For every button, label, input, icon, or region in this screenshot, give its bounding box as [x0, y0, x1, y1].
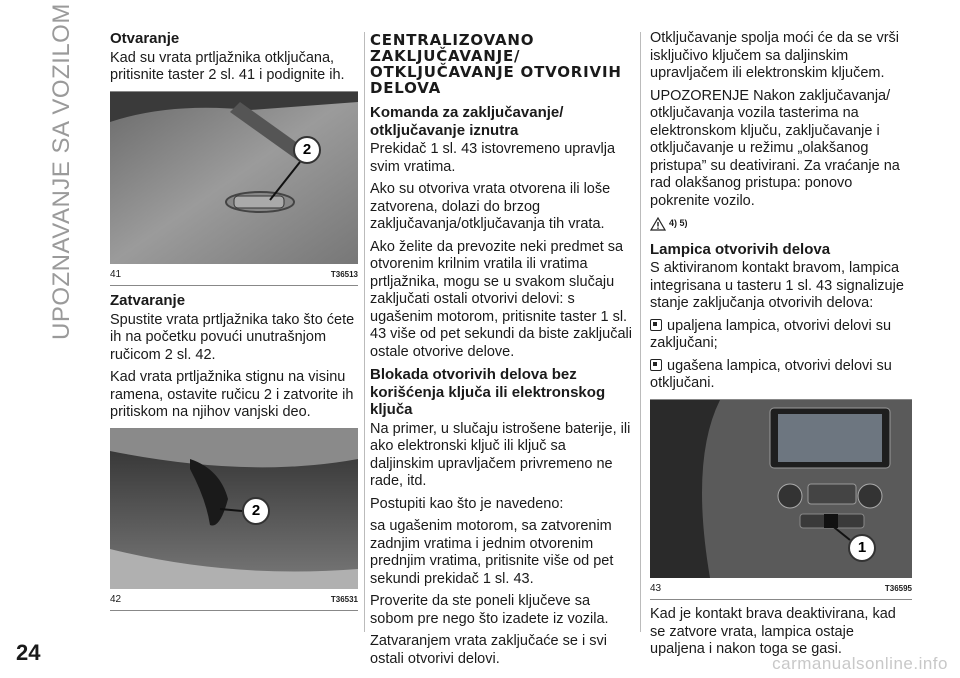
warning-triangle-icon [650, 217, 666, 231]
chapter-title: UPOZNAVANJE SA VOZILOM [48, 3, 75, 340]
column-2 [370, 30, 632, 673]
sub1-text-1: Prekidač 1 sl. 43 istovremeno upravlja svim vratima. [370, 141, 616, 175]
column-divider-1 [364, 32, 365, 632]
column-divider-2 [640, 32, 641, 632]
checkbox-bullet-icon [650, 319, 662, 331]
lamp-heading: Lampica otvorivih delova [650, 240, 831, 258]
otvaranje-text: Kad su vrata prtljažnika otključana, pritisnite taster 2 sl. 41 i podignite ih. [110, 49, 345, 83]
otvaranje-heading: Otvaranje [110, 30, 180, 47]
col3-text-last: Kad je kontakt brava deaktivirana, kad se zatvore vrata, lampica ostaje upaljena i nakon toga se gasi. [650, 606, 896, 657]
warning-refs: 4) 5) [669, 218, 688, 228]
col3-text-1: Otključavanje spolja moći će da se vrši isključivo ključem sa daljinskim upravljačem ili elektronskim ključem. [650, 30, 900, 81]
sub2-text-5: Zatvaranjem vrata zaključaće se i svi ostali otvorivi delovi. [370, 633, 607, 667]
section-title: CENTRALIZOVANO ZAKLJUČAVANJE/ OTKLJUČAVANJE OTVORIVIH DELOVA [370, 31, 622, 97]
callout-2-fig41: 2 [293, 136, 321, 164]
lamp-bullet-2 [650, 358, 912, 393]
sub1-heading: Komanda za zaključavanje/ otključavanje iznutra [370, 104, 564, 139]
lamp-bullet-1 [650, 318, 912, 353]
sub2-heading: Blokada otvorivih delova bez korišćenja ključa ili elektronskog ključa [370, 366, 606, 418]
warning-reference [650, 215, 912, 233]
figure-42-caption [110, 589, 358, 611]
lamp-bullet-1-text: upaljena lampica, otvorivi delovi su zaključani; [650, 317, 892, 351]
sub1-text-3: Ako želite da prevozite neki predmet sa otvorenim krilnim vratila ili vratima prtljažnika, mogu se u svakom slučaju zaključati ostali otvorivi delovi: s ugašenim motorom, pritisnite taster 1 sl. 43 više od pet sekundi da biste zaključali ostale otvorive delove. [370, 238, 632, 360]
callout-1-fig43: 1 [848, 534, 876, 562]
sub2-text-2: Postupiti kao što je navedeno: [370, 495, 564, 512]
lamp-bullet-2-text: ugašena lampica, otvorivi delovi su otključani. [650, 357, 892, 391]
watermark: carmanualsonline.info [772, 654, 948, 673]
callout-2-fig42: 2 [242, 497, 270, 525]
column-3 [650, 30, 912, 664]
figure-43-code: T36595 [884, 583, 912, 593]
sub2-text-1: Na primer, u slučaju istrošene baterije, ili ako elektronski ključ ili ključ sa daljinskim upravljačem privremeno ne rade, itd. [370, 420, 631, 489]
tailgate-strap-image [110, 429, 358, 589]
sub2-text-4: Proverite da ste poneli ključeve sa sobom pre nego što izadete iz vozila. [370, 593, 609, 627]
zatvaranje-text-2: Kad vrata prtljažnika stignu na visinu ramena, ostavite ručicu 2 i zatvorite ih pritiskom na njihov vanjski deo. [110, 369, 354, 420]
figure-41-code: T36513 [330, 269, 358, 279]
tailgate-handle-image [110, 92, 358, 264]
figure-42-number: 42 [110, 593, 122, 605]
figure-41 [110, 91, 358, 287]
sub2-text-3: sa ugašenim motorom, sa zatvorenim zadnjim vratima i jednim otvorenim prednjim vratima, pritisnite više od pet sekundi prekidač 1 sl. 43. [370, 518, 614, 587]
figure-42 [110, 428, 358, 612]
page-number: 24 [16, 640, 41, 665]
figure-43-number: 43 [650, 582, 662, 594]
lamp-text: S aktiviranom kontakt bravom, lampica integrisana u tasteru 1 sl. 43 signalizuje stanje zaključanja otvorivih delova: [650, 260, 904, 311]
figure-42-code: T36531 [330, 594, 358, 604]
column-1 [110, 30, 358, 617]
figure-41-number: 41 [110, 268, 122, 280]
checkbox-bullet-icon [650, 359, 662, 371]
col3-warning-text: UPOZORENJE Nakon zaključavanja/ otključavanja vozila tasterima na elektronskom ključu, zaključavanje i otključavanje u režimu „olakšanog pristupa” su deativirani. Za vraćanje na rad olakšanog pristupa: ponovo pokrenite vozilo. [650, 87, 900, 209]
figure-41-caption [110, 264, 358, 286]
sub1-text-2: Ako su otvoriva vrata otvorena ili loše zatvorena, dolazi do brzog zaključavanja/otključavanja tih vrata. [370, 181, 611, 232]
figure-43-caption [650, 578, 912, 600]
zatvaranje-text-1: Spustite vrata prtljažnika tako što ćete ih na početku povući unutrašnjom ručicom 2 sl. 42. [110, 311, 355, 363]
zatvaranje-heading: Zatvaranje [110, 292, 186, 309]
figure-43 [650, 399, 912, 601]
